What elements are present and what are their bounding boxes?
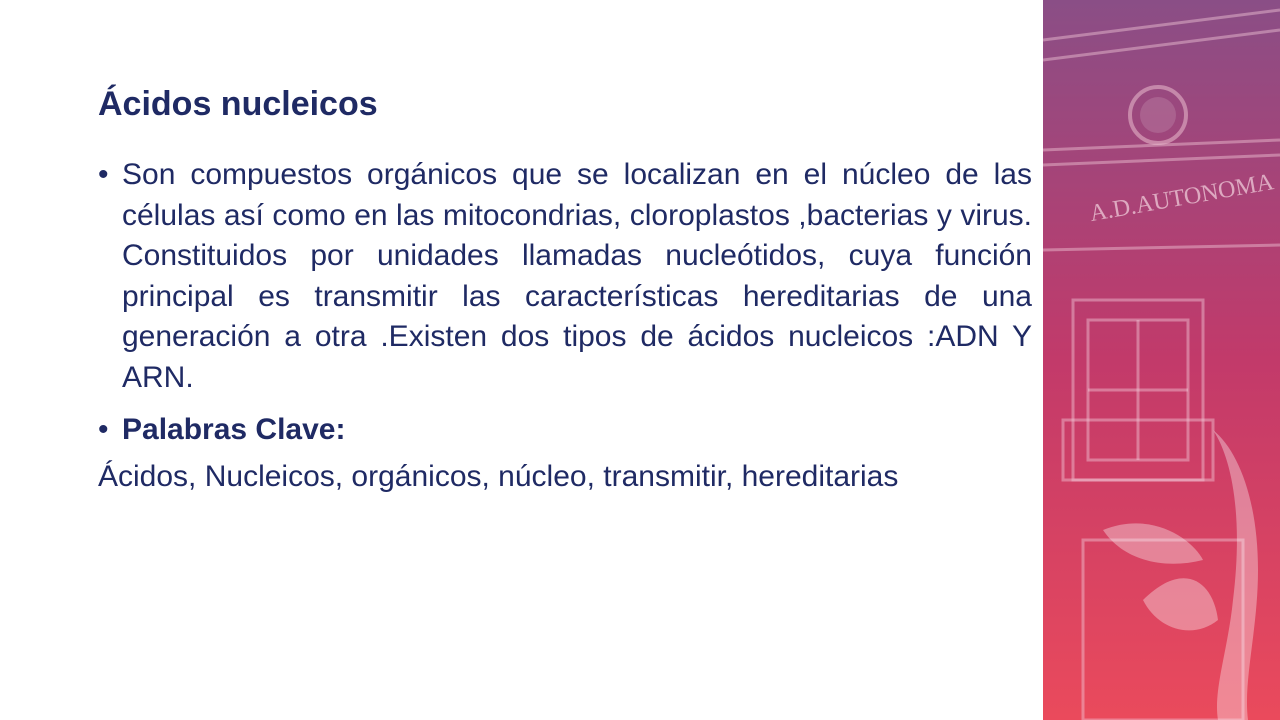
keywords-label: Palabras Clave: [122, 413, 346, 446]
bullet-item-description [98, 155, 1032, 398]
slide-title: Ácidos nucleicos [98, 85, 378, 123]
bullet-marker: • [98, 158, 109, 191]
slide-body [98, 155, 1032, 496]
keywords-list: Ácidos, Nucleicos, orgánicos, núcleo, transmitir, hereditarias [98, 459, 899, 493]
bullet-item-keywords-label [98, 410, 1032, 451]
bullet-marker: • [98, 413, 109, 446]
clock-face [1140, 97, 1176, 133]
building-photo-panel [1043, 0, 1280, 720]
building-sign: A.D.AUTONOMA [1087, 169, 1276, 228]
description-text: Son compuestos orgánicos que se localizan en el núcleo de las células así como en las mitocondrias, cloroplastos ,bacterias y virus. Constituidos por unidades llamadas nucleótidos, cuya función principal es transmitir las características hereditarias de una generación a otra .Existen dos tipos de ácidos nucleicos :ADN Y ARN. [122, 158, 1032, 394]
building-illustration [1043, 0, 1280, 720]
